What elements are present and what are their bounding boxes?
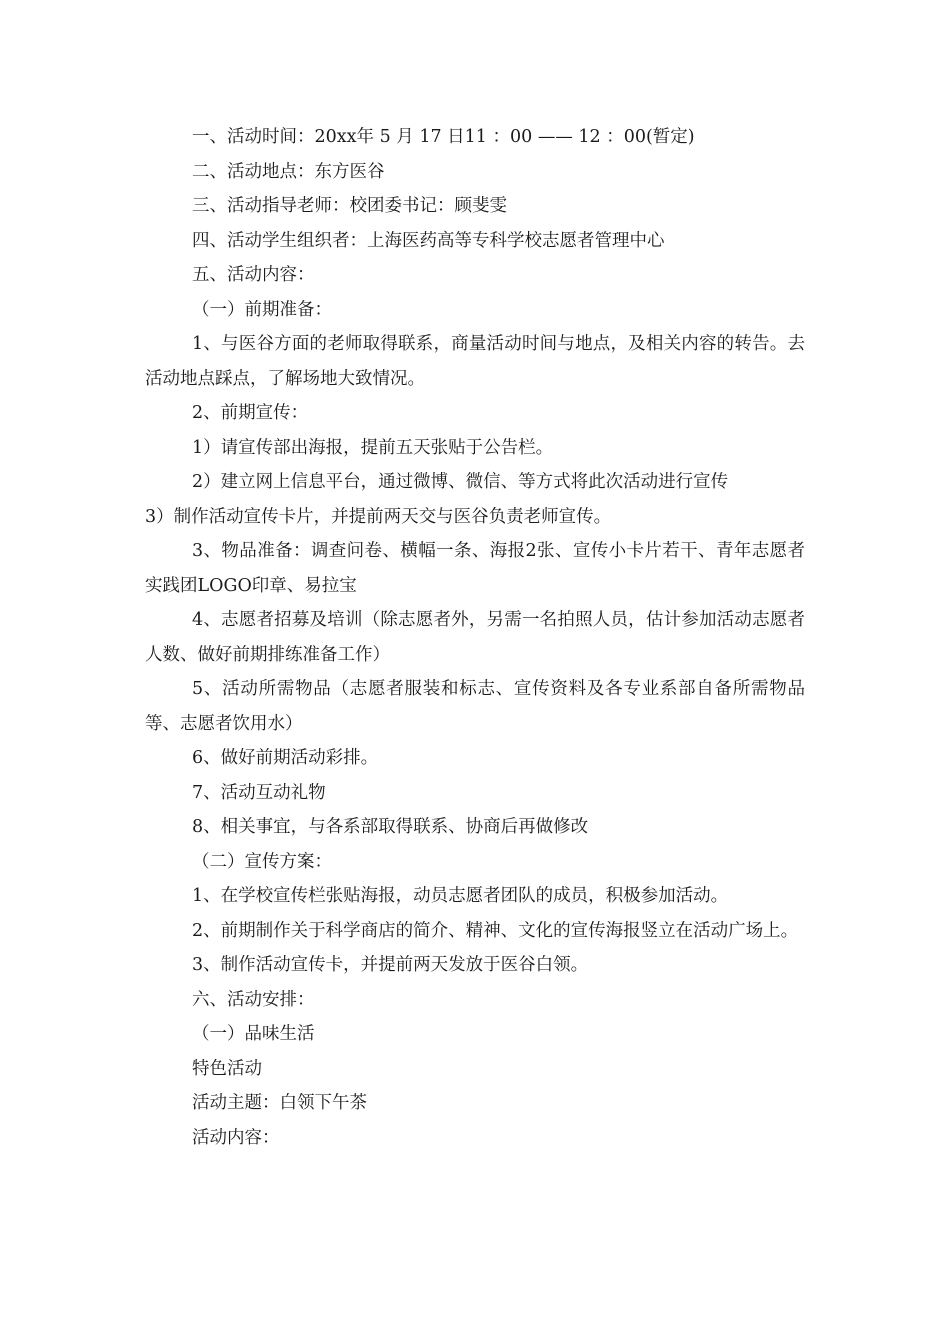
feature-activity-label: 特色活动 <box>192 1058 262 1079</box>
prep-item-required-items: 5、活动所需物品（志愿者服装和标志、宣传资料及各专业系部自备所需物品等、志愿者饮用水） <box>145 679 805 734</box>
prep-item-supplies: 3、物品准备：调查问卷、横幅一条、海报2张、宣传小卡片若干、青年志愿者实践团LOGO印章、易拉宝 <box>145 541 805 596</box>
publicity-item-poster: 1）请宣传部出海报，提前五天张贴于公告栏。 <box>192 437 554 458</box>
publicity-item-online: 2）建立网上信息平台，通过微博、微信、等方式将此次活动进行宣传 <box>192 472 729 492</box>
section-activity-advisor: 三、活动指导老师：校团委书记：顾斐雯 <box>192 196 507 216</box>
plan-item-posters: 2、前期制作关于科学商店的简介、精神、文化的宣传海报竖立在活动广场上。 <box>192 920 799 941</box>
section-activity-content-heading: 五、活动内容： <box>192 265 315 285</box>
prep-item-publicity-heading: 2、前期宣传： <box>192 403 309 423</box>
publicity-item-cards: 3）制作活动宣传卡片，并提前两天交与医谷负责老师宣传。 <box>145 506 612 527</box>
prep-item-recruitment: 4、志愿者招募及培训（除志愿者外，另需一名拍照人员，估计参加活动志愿者 人数、做好前期排练准备工作） <box>145 610 805 665</box>
activity-theme: 活动主题：白领下午茶 <box>192 1093 367 1113</box>
section-activity-organizer: 四、活动学生组织者：上海医药高等专科学校志愿者管理中心 <box>192 230 665 251</box>
section-activity-time: 一、活动时间：20xx年 5 月 17 日11 ：00 —— 12 ：00(暂定) <box>192 127 695 147</box>
plan-item-cards: 3、制作活动宣传卡，并提前两天发放于医谷白领。 <box>192 955 589 975</box>
subsection-lifestyle-heading: （一）品味生活 <box>192 1024 315 1044</box>
section-activity-location: 二、活动地点：东方医谷 <box>192 161 385 182</box>
document-body <box>145 120 805 1155</box>
section-activity-schedule-heading: 六、活动安排： <box>192 989 315 1010</box>
prep-item-rehearsal: 6、做好前期活动彩排。 <box>192 748 379 768</box>
subsection-publicity-plan-heading: （二）宣传方案： <box>192 851 332 872</box>
prep-item-contact: 1、与医谷方面的老师取得联系，商量活动时间与地点，及相关内容的转告。去活动地点踩点，了解场地大致情况。 <box>145 334 805 389</box>
subsection-preparation-heading: （一）前期准备： <box>192 299 332 320</box>
activity-content-label: 活动内容： <box>192 1127 280 1148</box>
plan-item-bulletin: 1、在学校宣传栏张贴海报，动员志愿者团队的成员，积极参加活动。 <box>192 886 729 906</box>
prep-item-gifts: 7、活动互动礼物 <box>192 782 326 803</box>
prep-item-coordination: 8、相关事宜，与各系部取得联系、协商后再做修改 <box>192 817 589 837</box>
